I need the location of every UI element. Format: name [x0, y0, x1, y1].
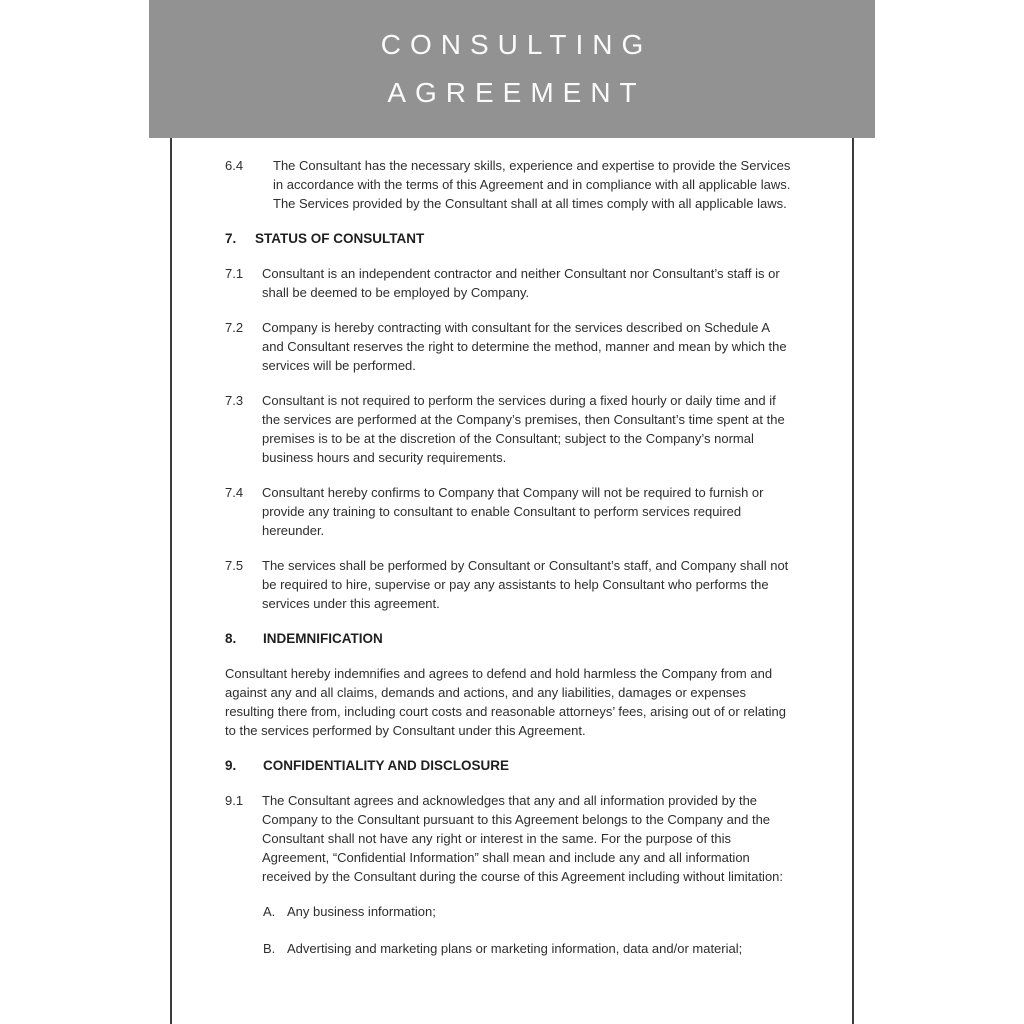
- indemnification-paragraph: Consultant hereby indemnifies and agrees to defend and hold harmless the Company from and against any and all claims, demands and actions, and any liabilities, damages or expenses resulting there from, including court costs and reasonable attorneys’ fees, arising out of or relating to the services performed by Consultant under this Agreement.: [225, 666, 786, 738]
- section-heading-9: [225, 756, 792, 775]
- clause-number: 7.3: [225, 393, 244, 408]
- section-title: STATUS OF CONSULTANT: [255, 231, 425, 246]
- header-band: [149, 0, 875, 138]
- document-title-line-1: CONSULTING: [380, 29, 653, 60]
- list-item-b: [263, 939, 792, 958]
- document-content: [225, 156, 792, 976]
- clause-7-1: [225, 264, 792, 302]
- list-marker: A.: [263, 904, 276, 919]
- document-title-line-2: AGREEMENT: [387, 77, 646, 108]
- clause-text: Consultant is not required to perform the services during a fixed hourly or daily time and if the services are performed at the Company’s premises, then Consultant’s time spent at the premises is to be at the discretion of the Consultant; subject to the Company’s normal business hours and security requirements.: [262, 393, 785, 465]
- list-item-a: [263, 902, 792, 921]
- page-border-right: [852, 138, 854, 1024]
- clause-9-1: [225, 791, 792, 886]
- clause-7-4: [225, 483, 792, 540]
- clause-number: 7.4: [225, 485, 244, 500]
- section-title: INDEMNIFICATION: [263, 631, 383, 646]
- clause-text: The Consultant agrees and acknowledges that any and all information provided by the Company to the Consultant pursuant to this Agreement belongs to the Company and the Consultant shall not have any right or interest in the same. For the purpose of this Agreement, “Confidential Information” shall mean and include any and all information received by the Consultant during the course of this Agreement including without limitation:: [262, 793, 784, 884]
- section-heading-8: [225, 629, 792, 648]
- clause-number: 9.1: [225, 793, 244, 808]
- clause-6-4: [225, 156, 792, 213]
- clause-number: 6.4: [225, 158, 244, 173]
- section-title: CONFIDENTIALITY AND DISCLOSURE: [263, 758, 510, 773]
- clause-text: Consultant is an independent contractor and neither Consultant nor Consultant’s staff is or shall be deemed to be employed by Company.: [262, 266, 780, 300]
- clause-text: The Consultant has the necessary skills, experience and expertise to provide the Services in accordance with the terms of this Agreement and in compliance with all applicable laws. The Services provided by the Consultant shall at all times comply with all applicable laws.: [273, 158, 791, 211]
- list-text: Any business information;: [287, 904, 436, 919]
- clause-7-5: [225, 556, 792, 613]
- section-number: 9.: [225, 758, 237, 773]
- clause-number: 7.1: [225, 266, 244, 281]
- clause-text: Company is hereby contracting with consultant for the services described on Schedule A and Consultant reserves the right to determine the method, manner and mean by which the services will be performed.: [262, 320, 787, 373]
- clause-7-3: [225, 391, 792, 467]
- section-number: 7.: [225, 231, 237, 246]
- section-heading-7: [225, 229, 792, 248]
- list-text: Advertising and marketing plans or marketing information, data and/or material;: [287, 941, 743, 956]
- clause-text: The services shall be performed by Consultant or Consultant’s staff, and Company shall not be required to hire, supervise or pay any assistants to help Consultant who performs the services under this agreement.: [262, 558, 789, 611]
- section-number: 8.: [225, 631, 237, 646]
- clause-text: Consultant hereby confirms to Company that Company will not be required to furnish or provide any training to consultant to enable Consultant to perform services required hereunder.: [262, 485, 764, 538]
- clause-number: 7.5: [225, 558, 244, 573]
- page-border-left: [170, 138, 172, 1024]
- list-marker: B.: [263, 941, 276, 956]
- clause-7-2: [225, 318, 792, 375]
- clause-number: 7.2: [225, 320, 244, 335]
